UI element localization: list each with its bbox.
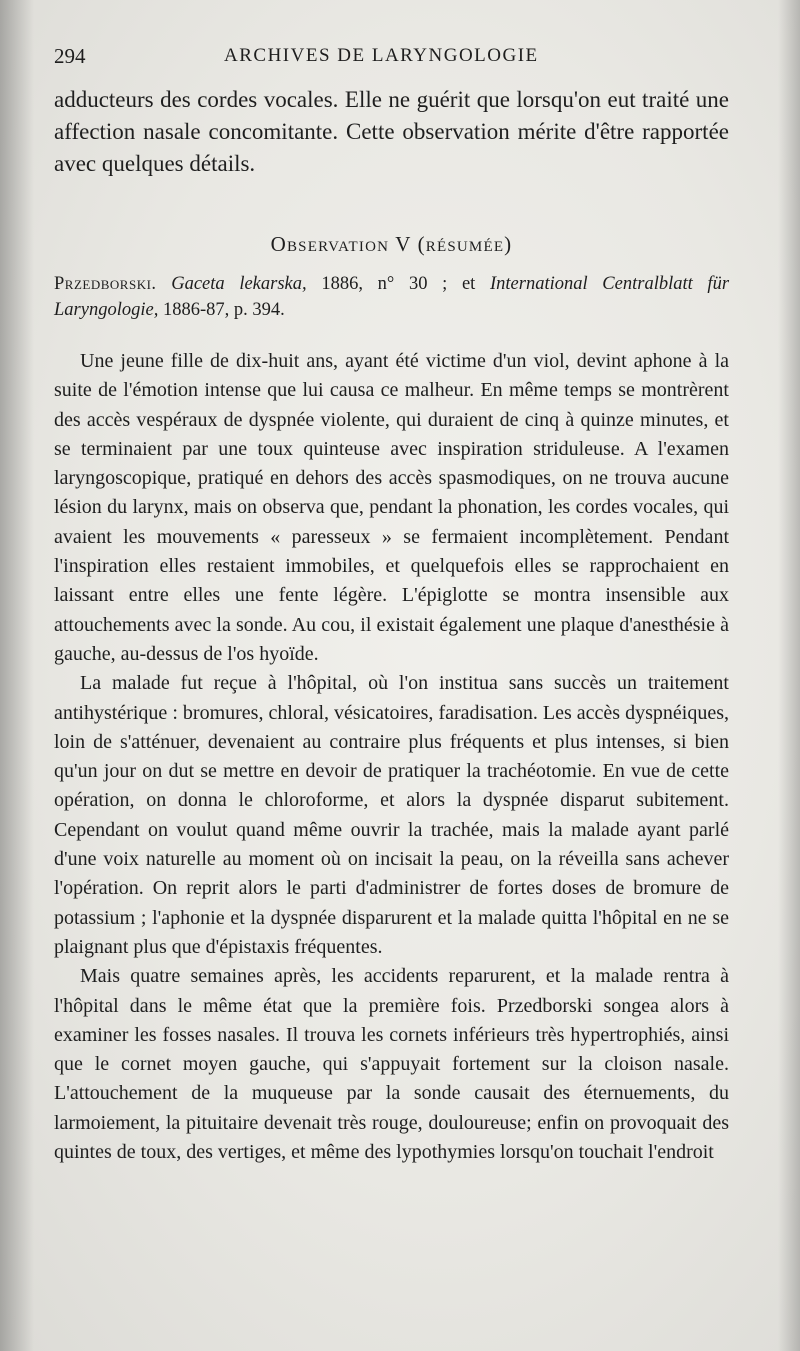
- bibliographic-reference: [54, 271, 729, 323]
- running-title: ARCHIVES DE LARYNGOLOGIE: [224, 45, 539, 66]
- body-paragraph-3: Mais quatre semaines après, les accidents reparurent, et la malade rentra à l'hôpital dans le même état que la première fois. Przedborski songea alors à examiner les fosses nasales. Il trouva les cornets inférieurs très hypertrophiés, ainsi que le cornet moyen gauche, qui s'appuyait fortement sur la cloison nasale. L'attouchement de la muqueuse par la sonde causait des éternuements, du larmoiement, la pituitaire devenait très rouge, douloureuse; enfin on provoquait des quintes de toux, des vertiges, et même des lypothymies lorsqu'on touchait l'endroit: [54, 965, 729, 1164]
- reference-author: Przedborski.: [54, 274, 157, 294]
- page-header: [54, 40, 744, 70]
- opening-paragraph: adducteurs des cordes vocales. Elle ne guérit que lorsqu'on eut traité une affection nasale concomitante. Cette observation mérite d'être rapportée avec quelques détails.: [54, 87, 729, 176]
- body-paragraph-1: Une jeune fille de dix-huit ans, ayant été victime d'un viol, devint aphone à la suite de l'émotion intense que lui causa ce malheur. En même temps se montrèrent des accès vespéraux de dyspnée violente, qui duraient de cinq à quinze minutes, et se terminaient par une toux quinteuse avec inspiration striduleuse. A l'examen laryngoscopique, pratiqué en dehors des accès spasmodiques, on ne trouva aucune lésion du larynx, mais on observa que, pendant la phonation, les cordes vocales, qui avaient les mouvements « paresseux » se fermaient incomplètement. Pendant l'inspiration elles restaient immobiles, et quelquefois elles se rapprochaient en laissant entre elles une fente légère. L'épiglotte se montra insensible aux attouchements avec la sonde. Au cou, il existait également une plaque d'anesthésie à gauche, au-dessus de l'os hyoïde.: [54, 350, 729, 665]
- page-number: 294: [54, 44, 86, 68]
- body-paragraph-2: La malade fut reçue à l'hôpital, où l'on institua sans succès un traitement antihystérique : bromures, chloral, vésicatoires, faradisation. Les accès dyspnéiques, loin de s'atténuer, devenaient au contraire plus fréquents et plus intenses, si bien qu'un jour on dut se mettre en devoir de pratiquer la trachéotomie. En vue de cette opération, on donna le chloroforme, et alors la dyspnée disparut subitement. Cependant on voulut quand même ouvrir la trachée, mais la malade ayant parlé d'une voix naturelle au moment où on incisait la peau, on la réveilla sans achever l'opération. On reprit alors le parti d'administrer de fortes doses de bromure de potassium ; l'aphonie et la dyspnée disparurent et la malade quitta l'hôpital en ne se plaignant plus que d'épistaxis fréquentes.: [54, 672, 729, 958]
- observation-title: Observation V: [270, 232, 412, 256]
- reference-journal-1: Gaceta lekarska,: [171, 274, 307, 294]
- page-edge-shadow: [778, 0, 800, 1351]
- reference-journal-2: International Centralblatt für Laryngologie,: [54, 274, 730, 320]
- observation-heading: [54, 232, 729, 257]
- page-body: [54, 84, 729, 1167]
- reference-details-2: 1886-87, p. 394.: [162, 300, 285, 320]
- observation-title-suffix: (résumée): [417, 232, 513, 256]
- page-gutter-shadow: [0, 0, 34, 1351]
- reference-details-1: 1886, n° 30 ; et: [321, 274, 476, 294]
